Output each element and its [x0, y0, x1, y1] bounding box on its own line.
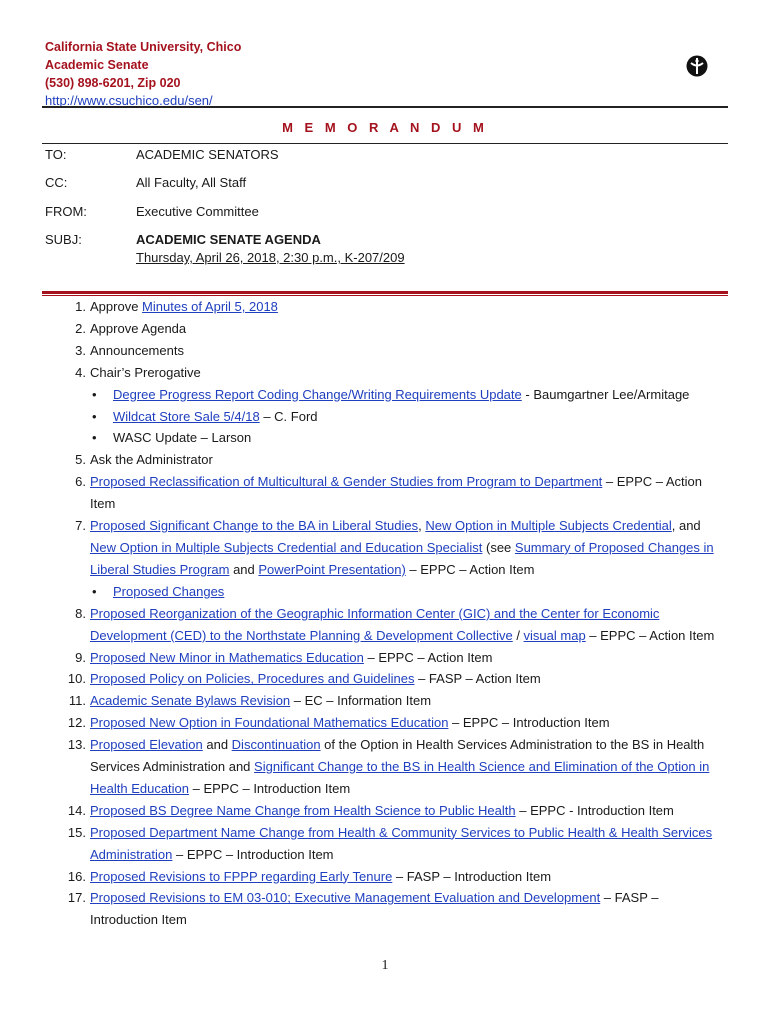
item-number: 9.	[75, 649, 86, 665]
agenda-item-6	[45, 471, 725, 515]
item-text: – FASP – Introduction Item	[90, 890, 659, 928]
item-number: 13.	[67, 737, 86, 753]
elevation-link[interactable]: Proposed Elevation	[90, 737, 203, 753]
subj-label: SUBJ:	[45, 232, 82, 247]
to-value: ACADEMIC SENATORS	[136, 147, 279, 162]
item-text: Announcements	[90, 342, 184, 358]
item-text: – EPPC – Introduction Item	[448, 715, 610, 731]
item-text: – EPPC – Introduction Item	[189, 780, 351, 796]
bullet-icon: •	[92, 386, 97, 402]
department-name-change-link[interactable]: Proposed Department Name Change from Health & Community Services to Public Health & Health Services Administration	[90, 824, 713, 862]
item-text: – FASP – Introduction Item	[392, 868, 552, 884]
item-text: – EPPC - Introduction Item	[515, 802, 674, 818]
agenda-item-12	[45, 712, 725, 734]
item-text: – EPPC – Action Item	[90, 474, 703, 512]
university-seal-icon	[686, 55, 708, 77]
subj-value: ACADEMIC SENATE AGENDA	[136, 232, 321, 247]
item-number: 16.	[67, 868, 86, 884]
item-number: 14.	[67, 802, 86, 818]
agenda-item-13	[45, 734, 725, 800]
agenda-item-4	[45, 362, 725, 450]
item-number: 4.	[75, 364, 86, 380]
item-number: 17.	[67, 890, 86, 906]
item-text: of the Option in Health Services Administration to the BS in Health Services Administration and	[90, 737, 705, 775]
item-text: – FASP – Action Item	[414, 671, 541, 687]
item-text: , and	[671, 518, 701, 534]
department-name: Academic Senate	[45, 58, 149, 72]
item-number: 1.	[75, 299, 86, 314]
agenda-item-11	[45, 690, 725, 712]
policy-link[interactable]: Proposed Policy on Policies, Procedures and Guidelines	[90, 671, 415, 687]
agenda-item-5	[45, 449, 725, 471]
meeting-date: Thursday, April 26, 2018, 2:30 p.m., K-207/209	[136, 250, 405, 265]
item-number: 3.	[75, 342, 86, 358]
agenda-item-1	[45, 296, 725, 318]
agenda-item-17	[45, 887, 725, 931]
foundational-math-link[interactable]: Proposed New Option in Foundational Mathematics Education	[90, 715, 449, 731]
item-number: 7.	[75, 518, 86, 534]
university-name: California State University, Chico	[45, 40, 242, 54]
early-tenure-link[interactable]: Proposed Revisions to FPPP regarding Early Tenure	[90, 868, 393, 884]
header-rule	[42, 106, 728, 108]
item-text: – EC – Information Item	[290, 693, 432, 709]
agenda-item-3	[45, 340, 725, 362]
math-minor-link[interactable]: Proposed New Minor in Mathematics Education	[90, 649, 364, 665]
minutes-link[interactable]: Minutes of April 5, 2018	[142, 299, 278, 314]
item-number: 11.	[68, 693, 86, 709]
education-specialist-link[interactable]: New Option in Multiple Subjects Credential and Education Specialist	[90, 539, 483, 555]
item-number: 6.	[75, 474, 86, 490]
health-science-change-link[interactable]: Significant Change to the BS in Health Science and Elimination of the Option in Health Education	[90, 759, 710, 796]
item-text: – EPPC – Introduction Item	[172, 846, 334, 862]
liberal-studies-link[interactable]: Proposed Significant Change to the BA in Liberal Studies	[90, 518, 419, 534]
visual-map-link[interactable]: visual map	[523, 627, 586, 643]
summary-link[interactable]: Summary of Proposed Changes in Liberal Studies Program	[90, 539, 714, 577]
agenda-item-16	[45, 866, 725, 888]
item-text: /	[512, 627, 524, 643]
agenda-rule-thick	[42, 291, 728, 294]
memo-title: M E M O R A N D U M	[282, 120, 488, 135]
reclassification-link[interactable]: Proposed Reclassification of Multicultural & Gender Studies from Program to Department	[90, 474, 603, 490]
bylaws-link[interactable]: Academic Senate Bylaws Revision	[90, 693, 291, 709]
from-label: FROM:	[45, 204, 87, 219]
letterhead	[45, 38, 241, 110]
agenda-item-15	[45, 822, 725, 866]
item-text: Chair’s Prerogative	[90, 364, 201, 380]
item-text: – EPPC – Action Item	[405, 561, 535, 577]
em-03-010-link[interactable]: Proposed Revisions to EM 03-010; Executive Management Evaluation and Development	[90, 890, 601, 906]
item-text: – EPPC – Action Item	[585, 627, 715, 643]
agenda-list	[45, 296, 725, 931]
agenda-item-8	[45, 603, 725, 647]
item-text: ,	[418, 518, 426, 534]
agenda-item-9	[45, 647, 725, 669]
agenda-item-7	[45, 515, 725, 603]
page-number: 1	[381, 958, 389, 973]
item-number: 2.	[75, 320, 86, 336]
item-text: and	[229, 561, 259, 577]
phone-zip: (530) 898-6201, Zip 020	[45, 76, 181, 90]
wildcat-store-link[interactable]: Wildcat Store Sale 5/4/18	[113, 408, 260, 424]
item-text: WASC Update – Larson	[113, 430, 252, 446]
bullet-icon: •	[92, 430, 97, 446]
degree-name-change-link[interactable]: Proposed BS Degree Name Change from Health Science to Public Health	[90, 802, 516, 818]
reorganization-link[interactable]: Proposed Reorganization of the Geographic Information Center (GIC) and the Center for Economic Development (CED) to the Northstate Planning & Development Collective	[90, 605, 660, 643]
item-number: 15.	[67, 824, 86, 840]
item-number: 8.	[75, 605, 86, 621]
sub-item-degree-progress	[90, 384, 725, 406]
item-text: Approve	[90, 299, 143, 314]
agenda-item-10	[45, 668, 725, 690]
item-number: 12.	[67, 715, 86, 731]
degree-progress-link[interactable]: Degree Progress Report Coding Change/Writing Requirements Update	[113, 386, 522, 402]
item-text: - Baumgartner Lee/Armitage	[521, 386, 690, 402]
item-number: 10.	[67, 671, 86, 687]
cc-label: CC:	[45, 175, 68, 190]
item-number: 5.	[75, 452, 86, 468]
item-text: Approve Agenda	[90, 320, 187, 336]
from-value: Executive Committee	[136, 204, 259, 219]
to-label: TO:	[45, 147, 67, 162]
item-text: (see	[482, 539, 515, 555]
liberal-studies-sub-list	[90, 581, 725, 603]
cc-value: All Faculty, All Staff	[136, 175, 247, 190]
multiple-subjects-link[interactable]: New Option in Multiple Subjects Credential	[425, 518, 672, 534]
chairs-prerogative-list	[90, 384, 725, 450]
bullet-icon: •	[92, 408, 97, 424]
item-text: – EPPC – Action Item	[363, 649, 493, 665]
agenda-item-2	[45, 318, 725, 340]
sub-item-wildcat-store	[90, 406, 725, 428]
senate-url-link[interactable]: http://www.csuchico.edu/sen/	[45, 93, 213, 108]
proposed-changes-link[interactable]: Proposed Changes	[113, 583, 225, 599]
sub-item-proposed-changes	[90, 581, 725, 603]
agenda-item-14	[45, 800, 725, 822]
title-rule	[42, 143, 728, 144]
item-text: – C. Ford	[259, 408, 318, 424]
item-text: Ask the Administrator	[90, 452, 213, 468]
discontinuation-link[interactable]: Discontinuation	[231, 737, 321, 753]
sub-item-wasc	[90, 427, 725, 449]
item-text: and	[202, 737, 232, 753]
powerpoint-link[interactable]: PowerPoint Presentation)	[258, 561, 406, 577]
bullet-icon: •	[92, 583, 97, 599]
